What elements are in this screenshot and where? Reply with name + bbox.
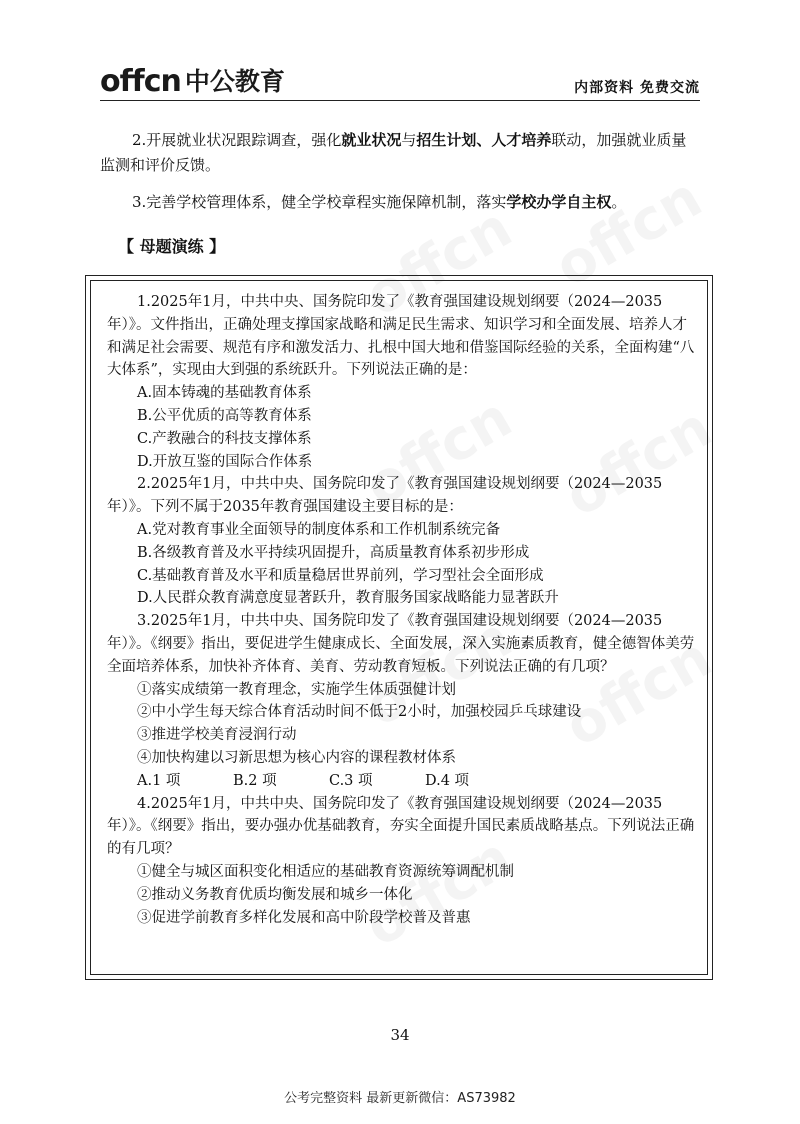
exercise-box	[85, 275, 713, 980]
footer-note: 公考完整资料 最新更新微信：AS73982	[284, 1091, 516, 1106]
header-right-note: 内部资料 免费交流	[574, 80, 700, 96]
statement-item: ③促进学前教育多样化发展和高中阶段学校普及普惠	[137, 909, 471, 926]
question-stem: 3.2025年1月，中共中央、国务院印发了《教育强国建设规划纲要（2024—2035年）》。《纲要》指出，要促进学生健康成长、全面发展，深入实施素质教育，健全德智体美劳全面培养体系，加快补齐体育、美育、劳动教育短板。下列说法正确的有几项？	[107, 613, 695, 675]
statement-item: ②中小学生每天综合体育活动时间不低于2小时，加强校园乒乓球建设	[137, 704, 582, 721]
intro-paragraph-2: 2.开展就业状况跟踪调查，强化就业状况与招生计划、人才培养联动，加强就业质量监测和评价反馈。	[100, 131, 687, 174]
statement-item: ④加快构建以习新思想为核心内容的课程教材体系	[137, 749, 456, 766]
page-number: 34	[390, 1026, 410, 1044]
statement-item: ②推动义务教育优质均衡发展和城乡一体化	[137, 886, 413, 903]
statement-item: ①健全与城区面积变化相适应的基础教育资源统筹调配机制	[137, 863, 514, 880]
choice-item: B.2 项	[233, 772, 277, 789]
exercise-box-inner	[90, 280, 708, 975]
choice-item: D.4 项	[425, 772, 470, 789]
choice-item: C.3 项	[329, 772, 373, 789]
statement-item: ③推进学校美育浸润行动	[137, 727, 297, 744]
option-item: C.基础教育普及水平和质量稳居世界前列，学习型社会全面形成	[137, 567, 544, 584]
option-item: D.人民群众教育满意度显著跃升，教育服务国家战略能力显著跃升	[137, 590, 559, 607]
option-item: A.党对教育事业全面领导的制度体系和工作机制系统完备	[137, 521, 501, 538]
exercise-content	[107, 291, 701, 929]
page-header	[100, 62, 700, 101]
choice-row	[107, 770, 701, 793]
offcn-logo	[100, 64, 285, 98]
logo-text-en: offcn	[100, 64, 181, 99]
question-stem: 4.2025年1月，中共中央、国务院印发了《教育强国建设规划纲要（2024—2035年）》。《纲要》指出，要办强办优基础教育，夯实全面提升国民素质战略基点。下列说法正确的有几项？	[107, 795, 695, 858]
intro-text	[100, 128, 700, 215]
statement-item: ①落实成绩第一教育理念，实施学生体质强健计划	[137, 681, 456, 698]
choice-item: A.1 项	[137, 772, 181, 789]
question-stem: 1.2025年1月，中共中央、国务院印发了《教育强国建设规划纲要（2024—2035年）》。文件指出，正确处理支撑国家战略和满足民生需求、知识学习和全面发展、培养人才和满足社会需要、规范有序和激发活力、扎根中国大地和借鉴国际经验的关系，全面构建“八大体系”，实现由大到强的系统跃升。下列说法正确的是：	[107, 294, 695, 379]
option-item: C.产教融合的科技支撑体系	[137, 430, 312, 447]
logo-text-cn: 中公教育	[184, 67, 285, 96]
option-item: B.各级教育普及水平持续巩固提升，高质量教育体系初步形成	[137, 544, 530, 561]
intro-paragraph-3: 3.完善学校管理体系，健全学校章程实施保障机制，落实学校办学自主权。	[132, 193, 627, 211]
question-stem: 2.2025年1月，中共中央、国务院印发了《教育强国建设规划纲要（2024—2035年）》。下列不属于2035年教育强国建设主要目标的是：	[107, 476, 663, 516]
section-title: 【 母题演练 】	[118, 237, 226, 256]
option-item: D.开放互鉴的国际合作体系	[137, 453, 313, 470]
option-item: B.公平优质的高等教育体系	[137, 407, 312, 424]
option-item: A.固本铸魂的基础教育体系	[137, 385, 312, 402]
